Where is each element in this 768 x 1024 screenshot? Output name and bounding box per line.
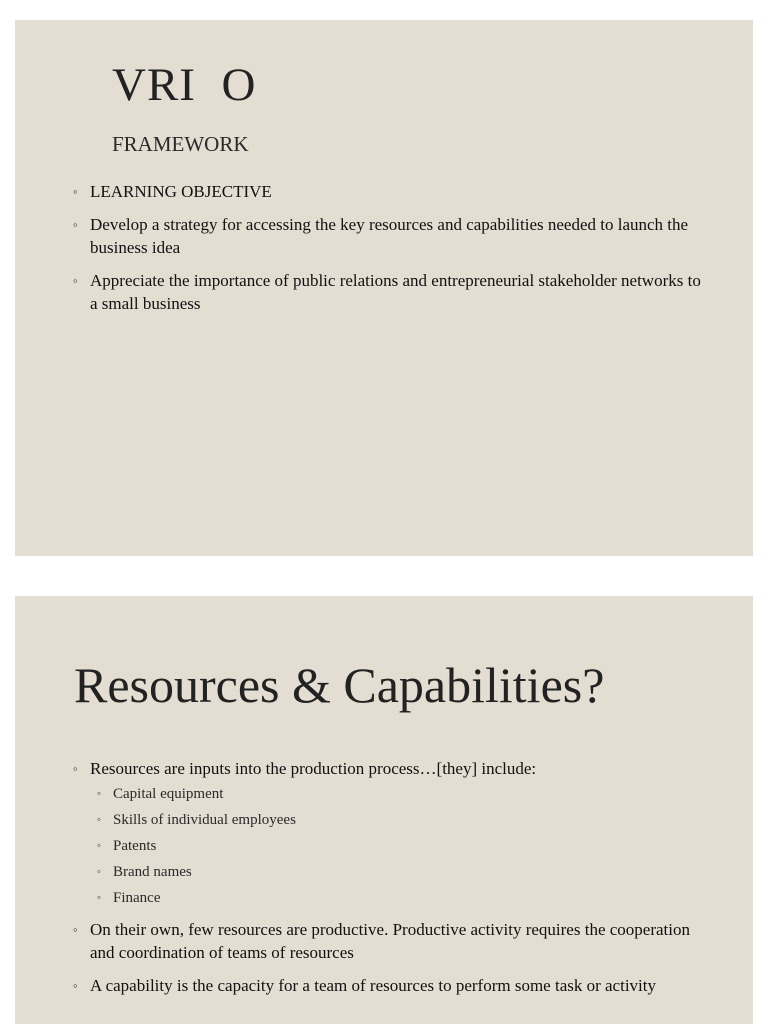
bullet-circle-icon: ◦	[73, 184, 78, 199]
sub-bullet-text: Skills of individual employees	[113, 812, 296, 828]
bullet-text: A capability is the capacity for a team of resources to perform some task or activity	[90, 976, 656, 995]
slide-vrio-framework	[15, 20, 753, 556]
bullet-circle-icon: ◦	[73, 217, 78, 232]
bullet-text: On their own, few resources are productive. Productive activity requires the cooperation and coordination of teams of resources	[90, 920, 690, 962]
bullet-text: Appreciate the importance of public relations and entrepreneurial stakeholder networks to a small business	[90, 271, 701, 313]
bullet-item	[73, 757, 703, 908]
bullet-item	[73, 974, 703, 997]
sub-bullet-circle-icon: ◦	[97, 892, 101, 904]
slide-1-bullet-list	[73, 180, 703, 325]
bullet-item	[73, 918, 703, 964]
bullet-text: LEARNING OBJECTIVE	[90, 182, 272, 201]
sub-bullet-text: Patents	[113, 838, 157, 854]
bullet-circle-icon: ◦	[73, 761, 78, 776]
slide-resources-capabilities	[15, 596, 753, 1024]
sub-bullet-text: Finance	[113, 890, 161, 906]
sub-bullet-text: Brand names	[113, 864, 192, 880]
bullet-text: Develop a strategy for accessing the key resources and capabilities needed to launch the business idea	[90, 215, 689, 257]
bullet-text: Resources are inputs into the production process…[they] include:	[90, 759, 537, 778]
slide-2-bullet-list	[73, 757, 703, 1007]
sub-bullet-text: Capital equipment	[113, 786, 224, 802]
sub-bullet-item	[97, 810, 703, 830]
slide-1-title: VRI O	[112, 59, 257, 111]
sub-bullet-item	[97, 784, 703, 804]
sub-bullet-circle-icon: ◦	[97, 788, 101, 800]
bullet-circle-icon: ◦	[73, 273, 78, 288]
slide-1-subtitle: FRAMEWORK	[112, 132, 249, 156]
bullet-circle-icon: ◦	[73, 922, 78, 937]
sub-bullet-list	[90, 784, 703, 908]
sub-bullet-circle-icon: ◦	[97, 866, 101, 878]
bullet-item	[73, 213, 703, 259]
sub-bullet-circle-icon: ◦	[97, 814, 101, 826]
sub-bullet-item	[97, 862, 703, 882]
sub-bullet-item	[97, 836, 703, 856]
sub-bullet-item	[97, 888, 703, 908]
bullet-circle-icon: ◦	[73, 978, 78, 993]
bullet-item	[73, 180, 703, 203]
slide-2-title: Resources & Capabilities?	[74, 657, 605, 713]
sub-bullet-circle-icon: ◦	[97, 840, 101, 852]
bullet-item	[73, 269, 703, 315]
